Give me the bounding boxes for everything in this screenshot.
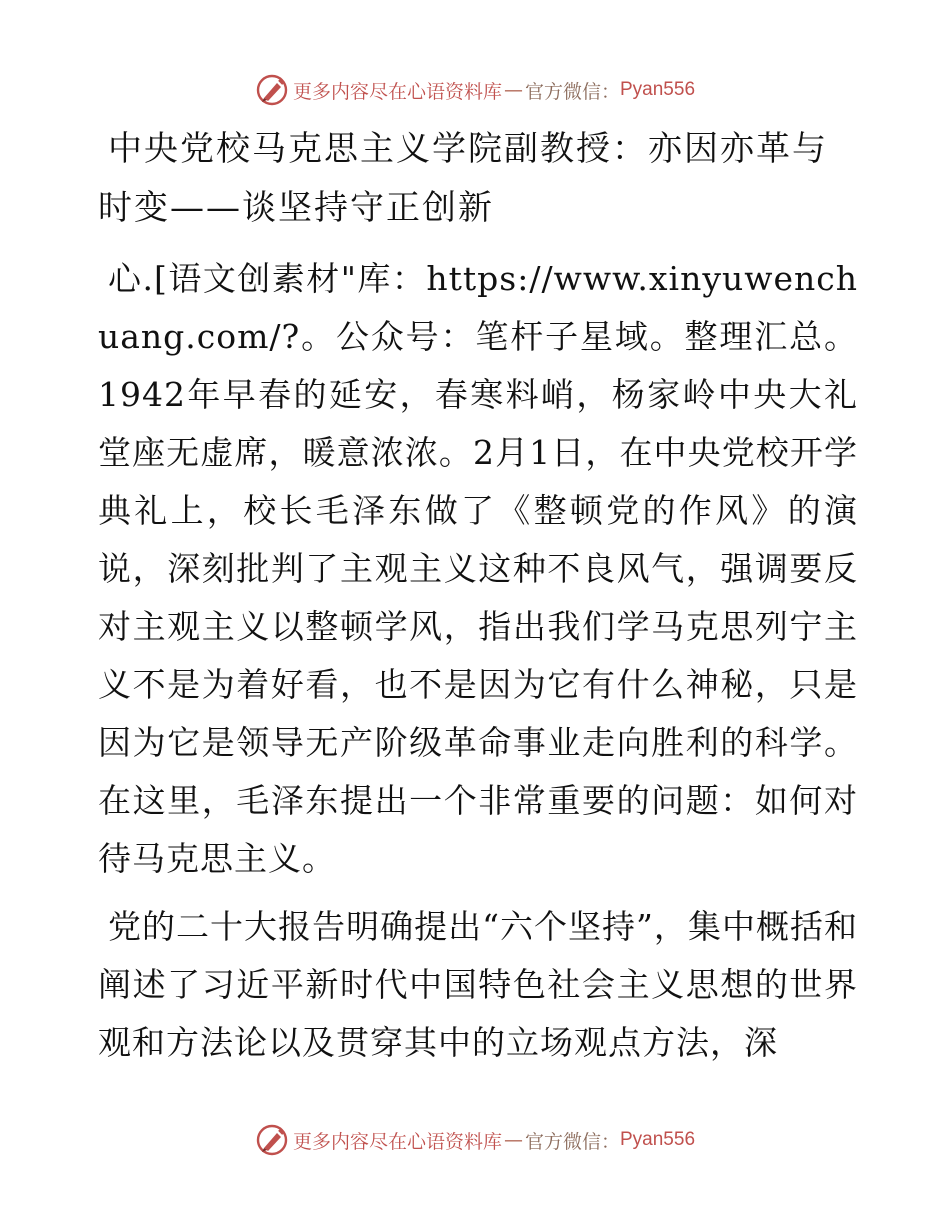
paragraph-1: 心.[语文创素材"库：https://www.xinyuwenchuang.com/?。公众号：笔杆子星域。整理汇总。1942年早春的延安，春寒料峭，杨家岭中央大礼堂座无虚席，暖意浓浓。2月1日，在中央党校开学典礼上，校长毛泽东做了《整顿党的作风》的演说，深刻批判了主观主义这种不良风气，强调要反对主观主义以整顿学风，指出我们学马克思列宁主义不是为着好看，也不是因为它有什么神秘，只是因为它是领导无产阶级革命事业走向胜利的科学。在这里，毛泽东提出一个非常重要的问题：如何对待马克思主义。 [98, 259, 858, 878]
footer-watermark [0, 1120, 950, 1160]
pen-logo-icon [255, 73, 289, 107]
watermark-wechat-label: 官方微信： [524, 80, 620, 103]
document-body [98, 120, 858, 1072]
watermark-wechat-label: 官方微信： [524, 1130, 620, 1153]
watermark-separator: — [503, 1129, 523, 1151]
watermark-wechat-id: Pyan556 [620, 79, 696, 100]
pen-logo-icon [255, 1123, 289, 1157]
watermark-text: 更多内容尽在心语资料库 [292, 1130, 502, 1153]
paragraph-2: 党的二十大报告明确提出“六个坚持”，集中概括和阐述了习近平新时代中国特色社会主义思想的世界观和方法论以及贯穿其中的立场观点方法，深 [98, 907, 858, 1062]
watermark-wechat-id: Pyan556 [620, 1129, 696, 1150]
watermark-text: 更多内容尽在心语资料库 [292, 80, 502, 103]
watermark-content [255, 1123, 695, 1157]
header-watermark [0, 70, 950, 110]
watermark-separator: — [503, 79, 523, 101]
document-title: 中央党校马克思主义学院副教授：亦因亦革与时变——谈坚持守正创新 [98, 129, 828, 228]
watermark-content [255, 73, 695, 107]
